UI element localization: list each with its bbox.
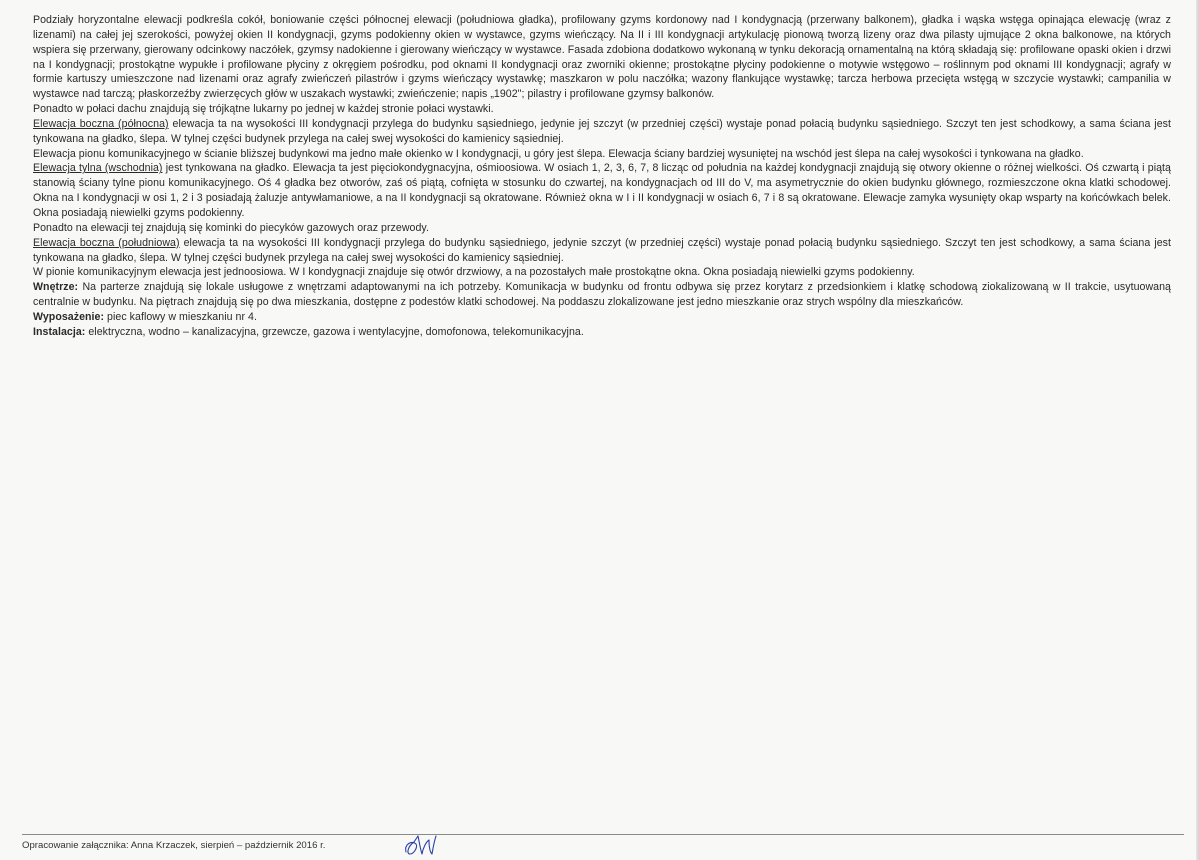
text-interior: Na parterze znajdują się lokale usługowe z wnętrzami adaptowanymi na ich potrzeby. Komunikacja w budynku od frontu odbywa się przez korytarz z przedsionkiem i klatkę schodową ziokalizowaną w II trakcie, usytuowaną centralnie w budynku. Na piętrach znajdują się po dwa mieszkania, dostępne z podestów klatki schodowej. Na poddaszu zlokalizowane jest jedno mieszkanie oraz strych wspólny dla mieszkańców.	[33, 281, 1171, 309]
paragraph-south-shaft: W pionie komunikacyjnym elewacja jest jednoosiowa. W I kondygnacji znajduje się otwór drzwiowy, a na pozostałych małe prostokątne okna. Okna posiadają niewielki gzyms podokienny.	[33, 266, 915, 279]
text-installations: elektryczna, wodno – kanalizacyjna, grzewcze, gazowa i wentylacyjne, domofonowa, telekomunikacyjna.	[85, 325, 584, 338]
paragraph-south-elevation	[33, 236, 1171, 266]
paragraph-chimneys: Ponadto na elewacji tej znajdują się kominki do piecyków gazowych oraz przewody.	[33, 221, 429, 234]
heading-north-elevation: Elewacja boczna (północna)	[33, 117, 169, 130]
label-interior: Wnętrze:	[33, 281, 79, 294]
text-rear-elevation: jest tynkowana na gładko. Elewacja ta jest pięciokondygnacyjna, ośmioosiowa. W osiach 1, 2, 3, 6, 7, 8 licząc od południa na każdej kondygnacji znajdują się otwory okienne o różnej wielkości. Oś czwartą i piątą stanowią ściany tylne pionu komunikacyjnego. Oś 4 gładka bez otworów, zaś oś piątą, cofnięta w stosunku do czwartej, na kondygnacjach od III do V, ma asymetrycznie do okien budynku głównego, rozmieszczone okna klatki schodowej. Okna na I kondygnacji w osi 1, 2 i 3 posiadają żaluzje antywłamaniowe, a na II kondygnacji są okratowane. Również okna w I i II kondygnacji w osiach 6, 7 i 8 są okratowane. Elewacje zamyka wysunięty okap wsparty na końcówkach belek. Okna posiadają niewielki gzyms podokienny.	[33, 162, 1171, 219]
paragraph-north-elevation	[33, 117, 1171, 147]
paragraph-interior	[33, 280, 1171, 310]
footer-divider	[22, 834, 1184, 835]
heading-rear-elevation: Elewacja tylna (wschodnia)	[33, 162, 163, 175]
label-equipment: Wyposażenie:	[33, 310, 105, 323]
text-north-elevation: elewacja ta na wysokości III kondygnacji przylega do budynku sąsiedniego, jedynie jej szczyt (w przedniej części) wystaje ponad połacią budynku sąsiedniego. Szczyt ten jest schodkowy, a sama ściana jest tynkowana na gładko, ślepa. W tylnej części budynek przylega na całej swej wysokości do kamienicy sąsiedniej.	[33, 117, 1171, 145]
text-equipment: piec kaflowy w mieszkaniu nr 4.	[104, 310, 257, 323]
text-south-elevation: elewacja ta na wysokości III kondygnacji przylega do budynku sąsiedniego, jedynie szczyt (w przedniej części) wystaje ponad połacią budynku sąsiedniego. Szczyt ten jest schodkowy, a sama ściana jest tynkowana na gładko, ślepa. W tylnej części budynek przylega na całej swej wysokości do kamienicy sąsiedniej.	[33, 236, 1172, 264]
paragraph-rear-elevation	[33, 161, 1171, 220]
document-body	[33, 13, 1171, 340]
label-installations: Instalacja:	[33, 325, 86, 338]
paragraph-horizontal-divisions: Podziały horyzontalne elewacji podkreśla cokół, boniowanie części północnej elewacji (południowa gładka), profilowany gzyms kordonowy nad I kondygnacją (przerwany balkonem), gładka i wąska wstęga opinająca elewację (wraz z lizenami) na całej jej szerokości, powyżej okien II kondygnacji, gzyms podokienny okien w wystawce, gzyms wieńczący. Na II i III kondygnacji artykulację pionową tworzą lizeny oraz dwa pilasty ujmujące 2 okna balkonowe, na których wspiera się przerwany, gierowany odcinkowy naczółek, gzymsy nadokienne i gierowany wieńczący w wystawce. Fasada zdobiona dodatkowo wykonaną w tynku dekoracją ornamentalną na którą składają się: profilowane opaski okien i drzwi na I kondygnacji; prostokątne wypukłe i profilowane płyciny z okręgiem pośrodku, pod oknami II kondygnacji oraz zworniki okienne; prostokątne płyciny podokienne o motywie wstęgowo – roślinnym pod oknami III kondygnacji; agrafy w formie kartuszy umieszczone nad lizenami oraz agrafy zwieńczeń pilastrów i gzyms wieńczący wystawkę; maszkaron w polu naczółka; wazony flankujące wystawkę; tarcza herbowa przecięta wstęgą w szczycie wystawki; campanilia w wystawce nad tarczą; płaskorzeźby zwierzęcych głów w uszakach wystawki; zwieńczenie; napis „1902"; pilastry i profilowane gzymsy balkonów.	[33, 14, 1171, 101]
heading-south-elevation: Elewacja boczna (południowa)	[33, 236, 180, 249]
footer-author: Opracowanie załącznika: Anna Krzaczek, sierpień – październik 2016 r.	[22, 840, 326, 851]
handwritten-signature	[402, 830, 440, 858]
paragraph-dormers: Ponadto w połaci dachu znajdują się trójkątne lukarny po jednej w każdej stronie połaci wystawki.	[33, 103, 494, 116]
paragraph-communication-shaft: Elewacja pionu komunikacyjnego w ścianie bliższej budynkowi ma jedno małe okienko w I kondygnacji, u góry jest ślepa. Elewacja ściany bardziej wysuniętej na wschód jest ślepa na całej wysokości i tynkowana na gładko.	[33, 147, 1084, 160]
paragraph-installations	[33, 325, 1171, 340]
paragraph-equipment	[33, 310, 1171, 325]
